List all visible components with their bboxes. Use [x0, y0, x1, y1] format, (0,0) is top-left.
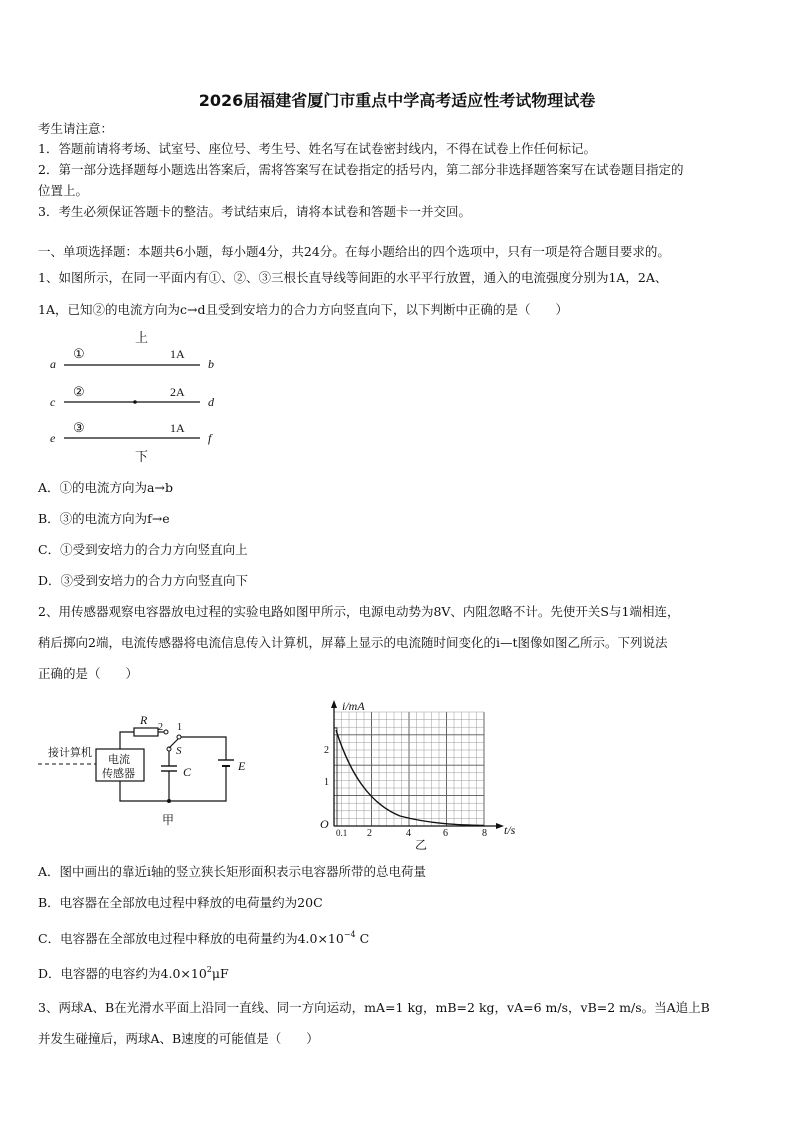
- y-axis-label: i/mA: [342, 699, 365, 713]
- q2-option-d-text: D．电容器的电容约为: [38, 966, 161, 981]
- wire-1-right-label: b: [208, 357, 214, 371]
- terminal-2-label: 2: [158, 722, 163, 733]
- notice-item: 3．考生必须保证答题卡的整洁。考试结束后，请将本试卷和答题卡一并交回。: [38, 204, 471, 219]
- wire-3-current: 1A: [170, 421, 185, 435]
- wire-2-right-label: d: [208, 395, 214, 409]
- q2-option-c-exponent: −4: [343, 930, 356, 939]
- capacitor-label: C: [183, 765, 192, 779]
- wire-1-current: 1A: [170, 347, 185, 361]
- x-tick-2: 2: [367, 828, 372, 839]
- sensor-label-2: 传感器: [102, 768, 135, 780]
- notice-item: 位置上。: [38, 183, 89, 198]
- wire-2-midpoint: [133, 400, 137, 404]
- grid: [334, 712, 484, 826]
- q2-option-c-text: C．电容器在全部放电过程中释放的电荷量约为: [38, 931, 298, 946]
- q2-option-d-exponent: 2: [206, 965, 212, 974]
- origin-label: O: [320, 817, 329, 831]
- q1-option-b: B．③的电流方向为f→e: [38, 511, 170, 526]
- i-t-graph: [310, 696, 540, 851]
- notice-item: 2．第一部分选择题每小题选出答案后，需将答案写在试卷指定的括号内，第二部分非选择题答案写在试卷题目指定的: [38, 162, 684, 177]
- x-tick-4: 4: [406, 828, 411, 839]
- terminal-2: [164, 730, 168, 734]
- top-label: 上: [135, 330, 149, 345]
- wire-3-right-label: f: [208, 431, 212, 445]
- q2-option-c: [38, 927, 369, 947]
- question-1-stem: 1A，已知②的电流方向为c→d且受到安培力的合力方向竖直向下，以下判断中正确的是（ ）: [38, 302, 568, 317]
- question-2-stem: 稍后掷向2端，电流传感器将电流信息传入计算机，屏幕上显示的电流随时间变化的i—t图像如图乙所示。下列说法: [38, 635, 668, 650]
- q1-option-d: D．③受到安培力的合力方向竖直向下: [38, 573, 249, 588]
- question-2-stem: 正确的是（ ）: [38, 666, 139, 681]
- x-axis-label: t/s: [504, 823, 516, 837]
- y-axis-arrow: [331, 700, 337, 708]
- circuit-diagram: [36, 700, 266, 830]
- wire-2-left-label: c: [50, 395, 56, 409]
- page-title: 2026届福建省厦门市重点中学高考适应性考试物理试卷: [198, 91, 596, 110]
- sensor-label-1: 电流: [108, 754, 130, 766]
- terminal-1: [177, 735, 181, 739]
- wire-1-number: ①: [73, 346, 85, 361]
- q2-option-c-unit: C: [355, 931, 370, 946]
- x-tick-8: 8: [482, 828, 487, 839]
- q2-option-d: [38, 962, 229, 982]
- q1-option-c: C．①受到安培力的合力方向竖直向上: [38, 542, 248, 557]
- q1-option-a: A．①的电流方向为a→b: [38, 480, 173, 495]
- resistor-label: R: [140, 713, 148, 727]
- wire-top-left: [120, 732, 134, 749]
- y-tick-1: 1: [324, 777, 329, 788]
- circuit-caption: 甲: [162, 813, 175, 827]
- x-axis-arrow: [496, 823, 504, 829]
- y-tick-2: 2: [324, 745, 329, 756]
- computer-label: 接计算机: [48, 747, 92, 759]
- battery-label: E: [238, 759, 246, 773]
- bottom-label: 下: [135, 449, 149, 464]
- wire-2-current: 2A: [170, 385, 185, 399]
- graph-caption: 乙: [415, 838, 428, 851]
- wire-3-number: ③: [73, 420, 85, 435]
- wire-2-number: ②: [73, 384, 85, 399]
- q2-option-d-value: 4.0×10: [160, 966, 207, 981]
- wires-figure: [40, 325, 240, 465]
- resistor: [134, 728, 158, 736]
- question-3-stem: 并发生碰撞后，两球A、B速度的可能值是（ ）: [38, 1031, 319, 1046]
- section-heading: 一、单项选择题：本题共6小题，每小题4分，共24分。在每小题给出的四个选项中，只有一项是符合题目要求的。: [38, 244, 670, 259]
- question-3-stem: 3、两球A、B在光滑水平面上沿同一直线、同一方向运动，mA=1 kg，mB=2 kg，vA=6 m/s，vB=2 m/s。当A追上B: [38, 1000, 710, 1015]
- junction-dot: [167, 799, 171, 803]
- notice-item: 1．答题前请将考场、试室号、座位号、考生号、姓名写在试卷密封线内，不得在试卷上作任何标记。: [38, 141, 596, 156]
- q2-option-c-value: 4.0×10: [297, 931, 344, 946]
- wire-3-left-label: e: [50, 431, 56, 445]
- question-2-stem: 2、用传感器观察电容器放电过程的实验电路如图甲所示，电源电动势为8V、内阻忽略不计。先使开关S与1端相连，: [38, 604, 680, 619]
- q2-option-a: A．图中画出的靠近i轴的竖立狭长矩形面积表示电容器所带的总电荷量: [38, 864, 427, 879]
- wire-1-left-label: a: [50, 357, 56, 371]
- x-tick-6: 6: [443, 828, 448, 839]
- q2-option-b: B．电容器在全部放电过程中释放的电荷量约为20C: [38, 895, 323, 910]
- wire-1-to-battery: [181, 737, 226, 760]
- notice-heading: 考生请注意：: [38, 121, 114, 136]
- q2-option-d-unit: μF: [211, 966, 229, 981]
- discharge-curve: [336, 730, 484, 826]
- terminal-1-label: 1: [177, 722, 182, 733]
- x-tick-0-1: 0.1: [336, 828, 348, 838]
- question-1-stem: 1、如图所示，在同一平面内有①、②、③三根长直导线等间距的水平平行放置，通入的电流强度分别为1A，2A、: [38, 270, 668, 285]
- switch-label: S: [176, 745, 182, 757]
